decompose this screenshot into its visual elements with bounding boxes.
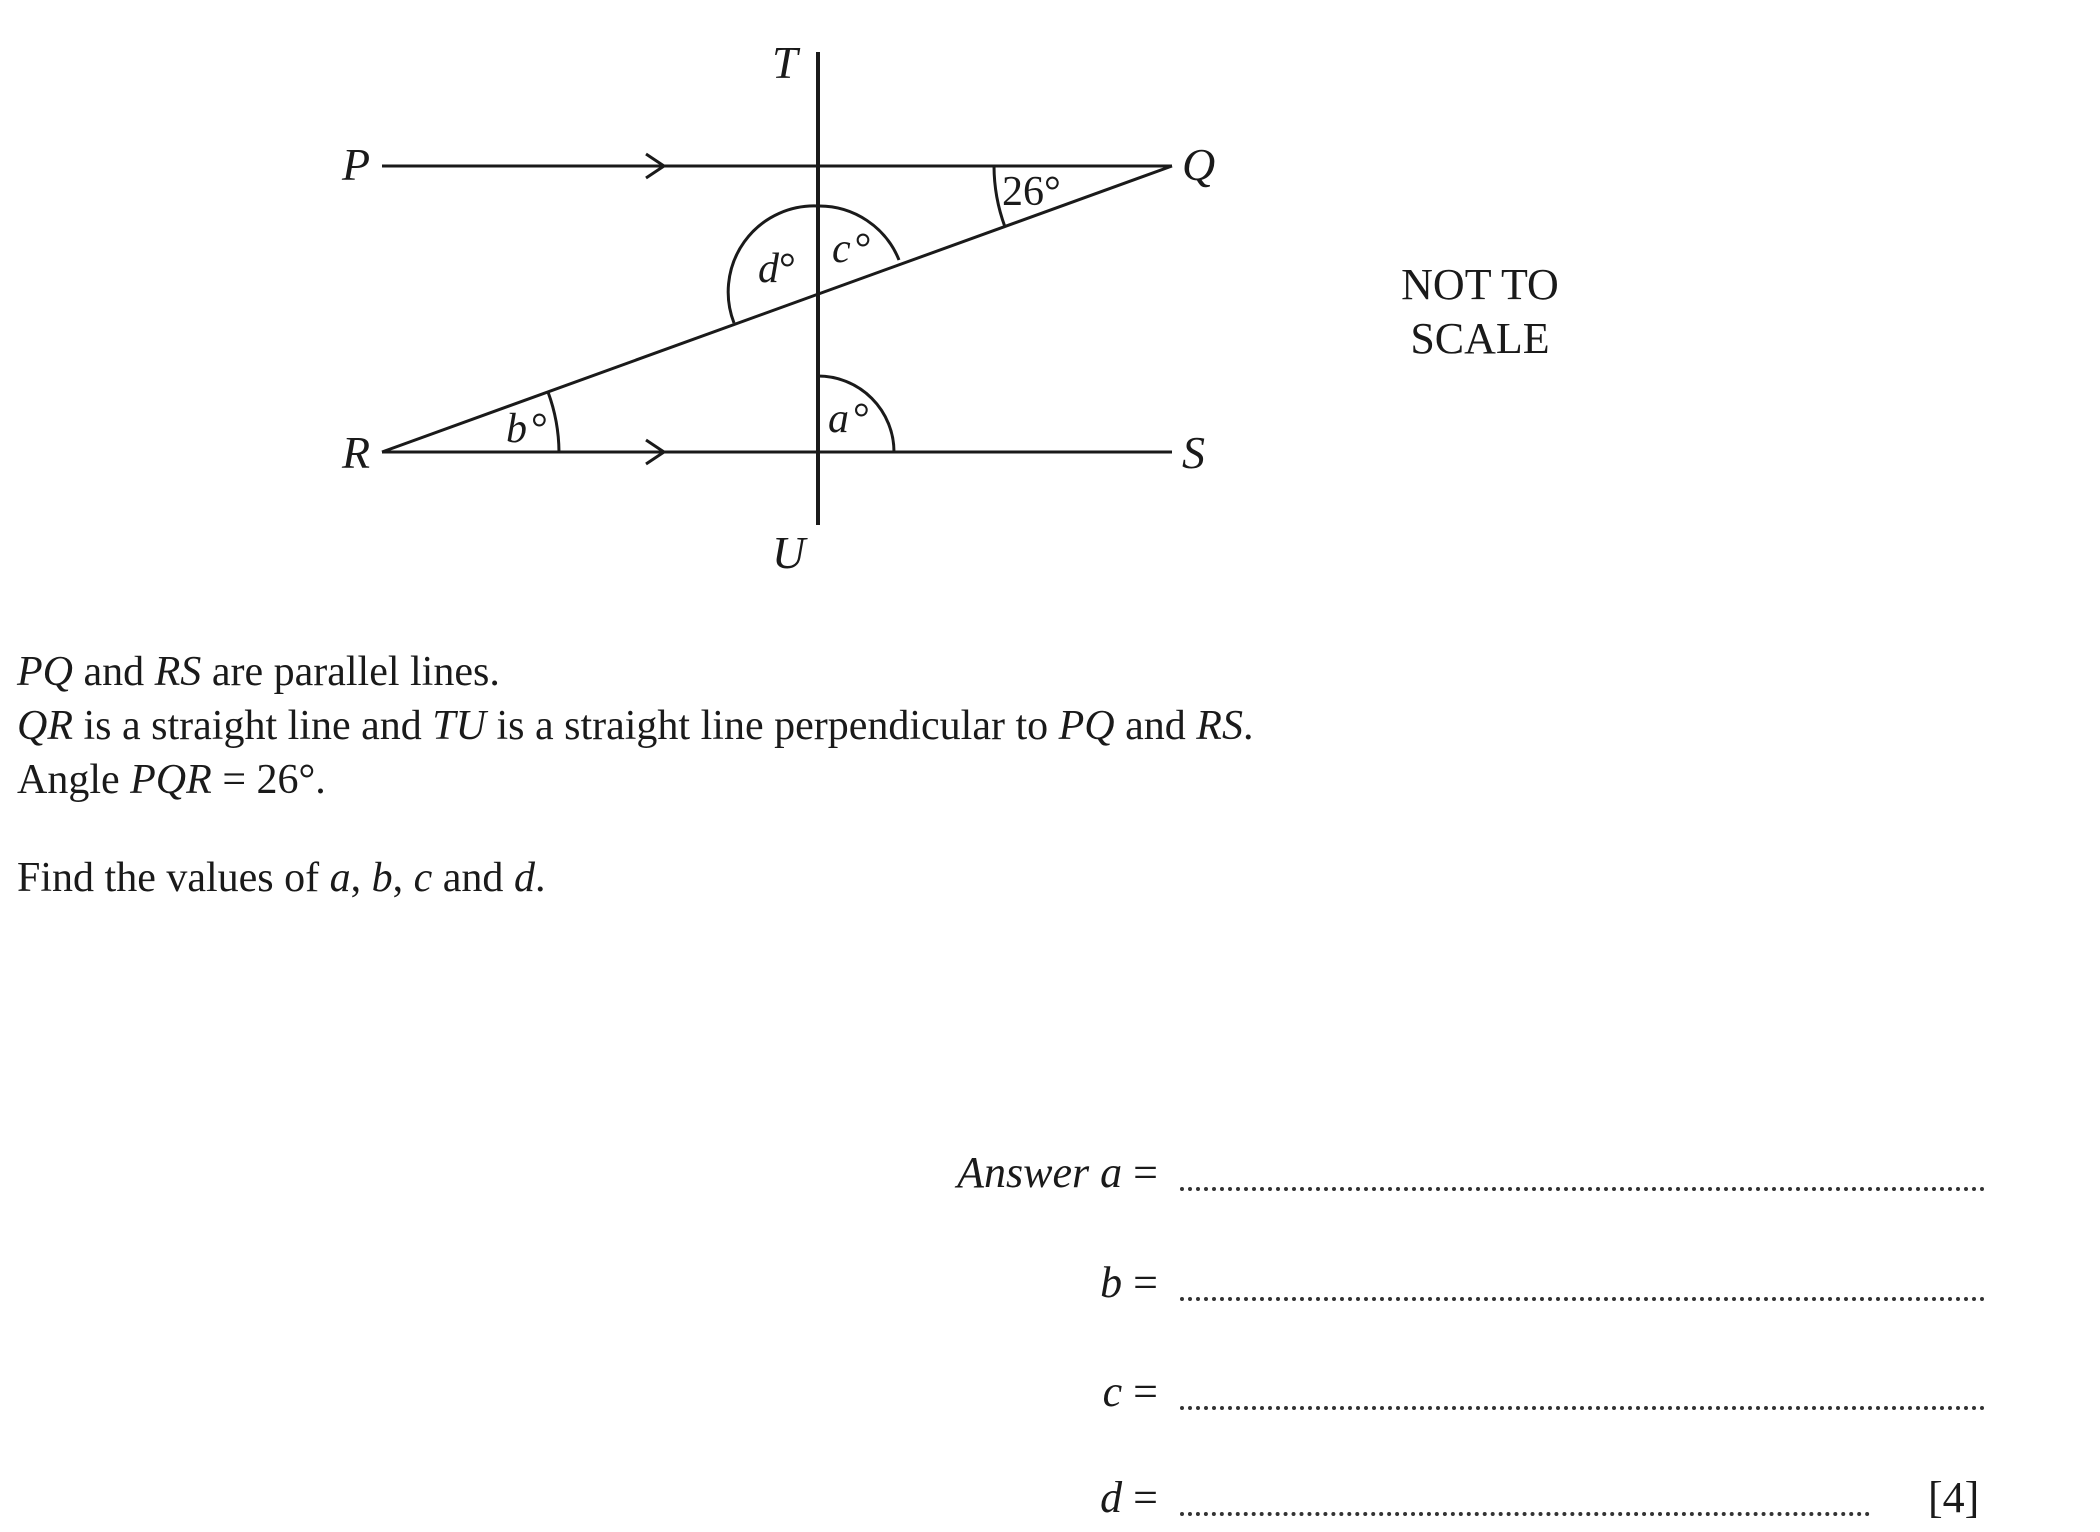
label-s: S (1182, 427, 1205, 478)
angle-label-c: c° (832, 226, 872, 272)
answer-label-a: Answer a = (957, 1148, 1158, 1197)
answer-row-d (0, 1472, 2100, 1532)
label-t: T (772, 37, 798, 88)
angle-label-26: 26° (1002, 169, 1061, 215)
angle-label-a: a° (828, 396, 870, 442)
question-text (17, 645, 1253, 905)
marks-label: [4] (1928, 1473, 1980, 1522)
label-p: P (342, 139, 371, 190)
answer-label-d: d = (1100, 1473, 1158, 1522)
answer-row-a (0, 1147, 2100, 1207)
answer-field-b[interactable] (1180, 1297, 1985, 1301)
answer-row-b (0, 1257, 2100, 1317)
question-line-2: QR is a straight line and TU is a straight line perpendicular to PQ and RS. (17, 703, 1254, 749)
note-line-1: NOT TO (1401, 260, 1559, 309)
question-line-3: Angle PQR = 26°. (17, 757, 326, 803)
answer-field-a[interactable] (1180, 1187, 1985, 1191)
answer-field-c[interactable] (1180, 1406, 1985, 1410)
answer-field-d[interactable] (1180, 1512, 1870, 1516)
not-to-scale-note (1330, 258, 1630, 366)
angle-arc-b (548, 392, 559, 452)
label-u: U (772, 527, 806, 578)
answer-row-c (0, 1366, 2100, 1426)
answer-label-c: c = (1102, 1367, 1158, 1416)
question-line-1: PQ and RS are parallel lines. (17, 649, 500, 695)
question-line-4: Find the values of a, b, c and d. (17, 855, 546, 901)
label-q: Q (1182, 139, 1216, 190)
angle-label-d: d° (758, 246, 796, 292)
note-line-2: SCALE (1410, 314, 1550, 363)
angle-label-b: b° (506, 406, 548, 452)
answer-label-b: b = (1100, 1258, 1158, 1307)
label-r: R (342, 427, 371, 478)
